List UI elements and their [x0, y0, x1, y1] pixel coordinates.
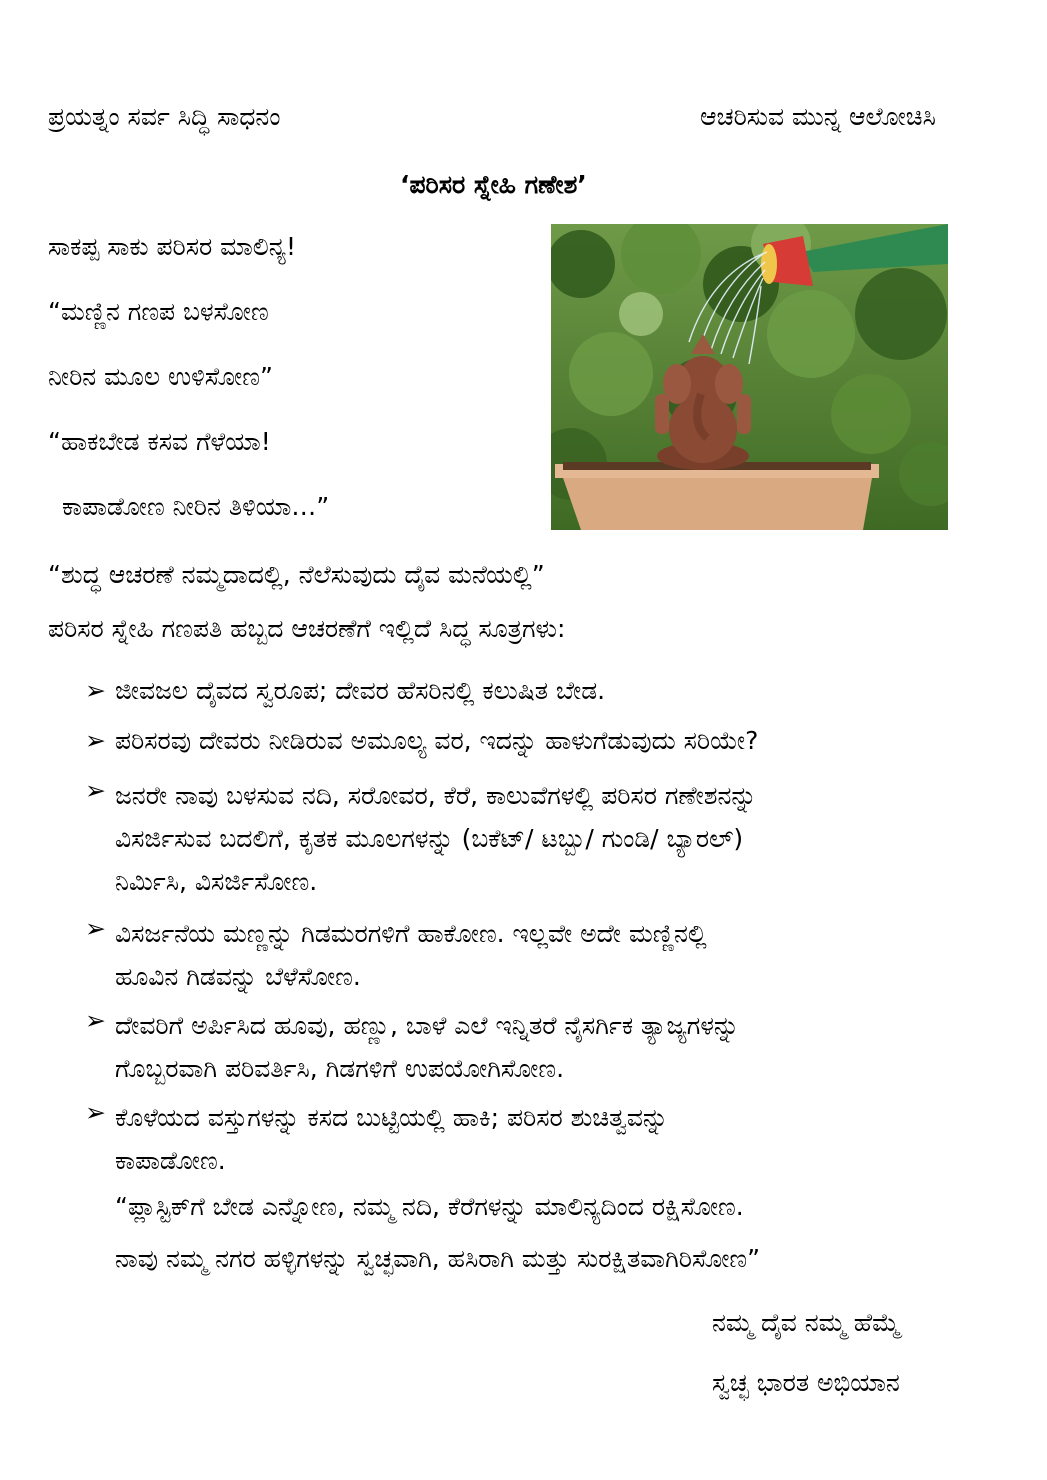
footer-campaign: ಸ್ವಚ್ಛ ಭಾರತ ಅಭಿಯಾನ [712, 1368, 900, 1397]
intro-line: ಪರಿಸರ ಸ್ನೇಹಿ ಗಣಪತಿ ಹಬ್ಬದ ಆಚರಣೆಗೆ ಇಲ್ಲಿದೆ ಸಿದ್ಧ ಸೂತ್ರಗಳು: [48, 614, 566, 643]
poem-line-3: ನೀರಿನ ಮೂಲ ಉಳಿಸೋಣ” [48, 362, 273, 391]
eco-ganesha-photo [551, 224, 948, 530]
eco-ganesha-illustration [551, 224, 948, 530]
bullet-text: ಕಾಪಾಡೋಣ. [115, 1146, 226, 1175]
poem-line-5: ಕಾಪಾಡೋಣ ನೀರಿನ ತಿಳಿಯಾ…” [62, 492, 330, 521]
bullet-text: ಜನರೇ ನಾವು ಬಳಸುವ ನದಿ, ಸರೋವರ, ಕೆರೆ, ಕಾಲುವೆಗಳಲ್ಲಿ ಪರಿಸರ ಗಣೇಶನನ್ನು [115, 781, 757, 810]
bullet-text: ವಿಸರ್ಜಿಸುವ ಬದಲಿಗೆ, ಕೃತಕ ಮೂಲಗಳನ್ನು (ಬಕೆಟ್/ ಟಬ್ಬು/ ಗುಂಡಿ/ ಬ್ಯಾರಲ್) [115, 824, 744, 853]
bullet-text: ಪರಿಸರವು ದೇವರು ನೀಡಿರುವ ಅಮೂಲ್ಯ ವರ, ಇದನ್ನು ಹಾಳುಗೆಡುವುದು ಸರಿಯೇ? [115, 726, 759, 755]
flower-pot [555, 462, 879, 530]
footer-slogan: ನಮ್ಮ ದೈವ ನಮ್ಮ ಹೆಮ್ಮೆ [712, 1308, 901, 1337]
bullet-text: ದೇವರಿಗೆ ಅರ್ಪಿಸಿದ ಹೂವು, ಹಣ್ಣು, ಬಾಳೆ ಎಲೆ ಇನ್ನಿತರೆ ನೈಸರ್ಗಿಕ ತ್ಯಾಜ್ಯಗಳನ್ನು [115, 1011, 740, 1040]
bullet-text: ವಿಸರ್ಜನೆಯ ಮಣ್ಣನ್ನು ಗಿಡಮರಗಳಿಗೆ ಹಾಕೋಣ. ಇಲ್ಲವೇ ಅದೇ ಮಣ್ಣಿನಲ್ಲಿ [115, 919, 707, 948]
closing-quote-line-2: ನಾವು ನಮ್ಮ ನಗರ ಹಳ್ಳಿಗಳನ್ನು ಸ್ವಚ್ಛವಾಗಿ, ಹಸಿರಾಗಿ ಮತ್ತು ಸುರಕ್ಷಿತವಾಗಿರಿಸೋಣ” [115, 1244, 761, 1273]
closing-quote-line-1: “ಪ್ಲಾಸ್ಟಿಕ್‌ಗೆ ಬೇಡ ಎನ್ನೋಣ, ನಮ್ಮ ನದಿ, ಕೆರೆಗಳನ್ನು ಮಾಲಿನ್ಯದಿಂದ ರಕ್ಷಿಸೋಣ. [115, 1192, 744, 1221]
poem-line-1: ಸಾಕಪ್ಪ ಸಾಕು ಪರಿಸರ ಮಾಲಿನ್ಯ! [48, 232, 297, 261]
arrow-bullet-icon: ➢ [85, 914, 106, 943]
arrow-bullet-icon: ➢ [85, 726, 106, 755]
quote-line: “ಶುದ್ಧ ಆಚರಣೆ ನಮ್ಮದಾದಲ್ಲಿ, ನೆಲೆಸುವುದು ದೈವ ಮನೆಯಲ್ಲಿ” [48, 560, 545, 589]
bullet-text: ಹೂವಿನ ಗಿಡವನ್ನು ಬೆಳೆಸೋಣ. [115, 962, 361, 991]
arrow-bullet-icon: ➢ [85, 776, 106, 805]
bullet-text: ನಿರ್ಮಿಸಿ, ವಿಸರ್ಜಿಸೋಣ. [115, 867, 318, 896]
arrow-bullet-icon: ➢ [85, 1098, 106, 1127]
header-right-motto: ಆಚರಿಸುವ ಮುನ್ನ ಆಲೋಚಿಸಿ [700, 102, 936, 131]
bullet-text: ಕೊಳೆಯದ ವಸ್ತುಗಳನ್ನು ಕಸದ ಬುಟ್ಟಿಯಲ್ಲಿ ಹಾಕಿ; ಪರಿಸರ ಶುಚಿತ್ವವನ್ನು [115, 1103, 669, 1132]
bullet-text: ಜೀವಜಲ ದೈವದ ಸ್ವರೂಪ; ದೇವರ ಹೆಸರಿನಲ್ಲಿ ಕಲುಷಿತ ಬೇಡ. [115, 676, 606, 705]
header-left-motto: ಪ್ರಯತ್ನಂ ಸರ್ವ ಸಿದ್ಧಿ ಸಾಧನಂ [48, 102, 281, 131]
bullet-text: ಗೊಬ್ಬರವಾಗಿ ಪರಿವರ್ತಿಸಿ, ಗಿಡಗಳಿಗೆ ಉಪಯೋಗಿಸೋಣ. [115, 1054, 565, 1083]
poem-line-2: “ಮಣ್ಣಿನ ಗಣಪ ಬಳಸೋಣ [48, 297, 269, 326]
arrow-bullet-icon: ➢ [85, 676, 106, 705]
page-title: ‘ಪರಿಸರ ಸ್ನೇಹಿ ಗಣೇಶ’ [400, 170, 587, 199]
arrow-bullet-icon: ➢ [85, 1006, 106, 1035]
poem-line-4: “ಹಾಕಬೇಡ ಕಸವ ಗೆಳೆಯಾ! [48, 427, 271, 456]
